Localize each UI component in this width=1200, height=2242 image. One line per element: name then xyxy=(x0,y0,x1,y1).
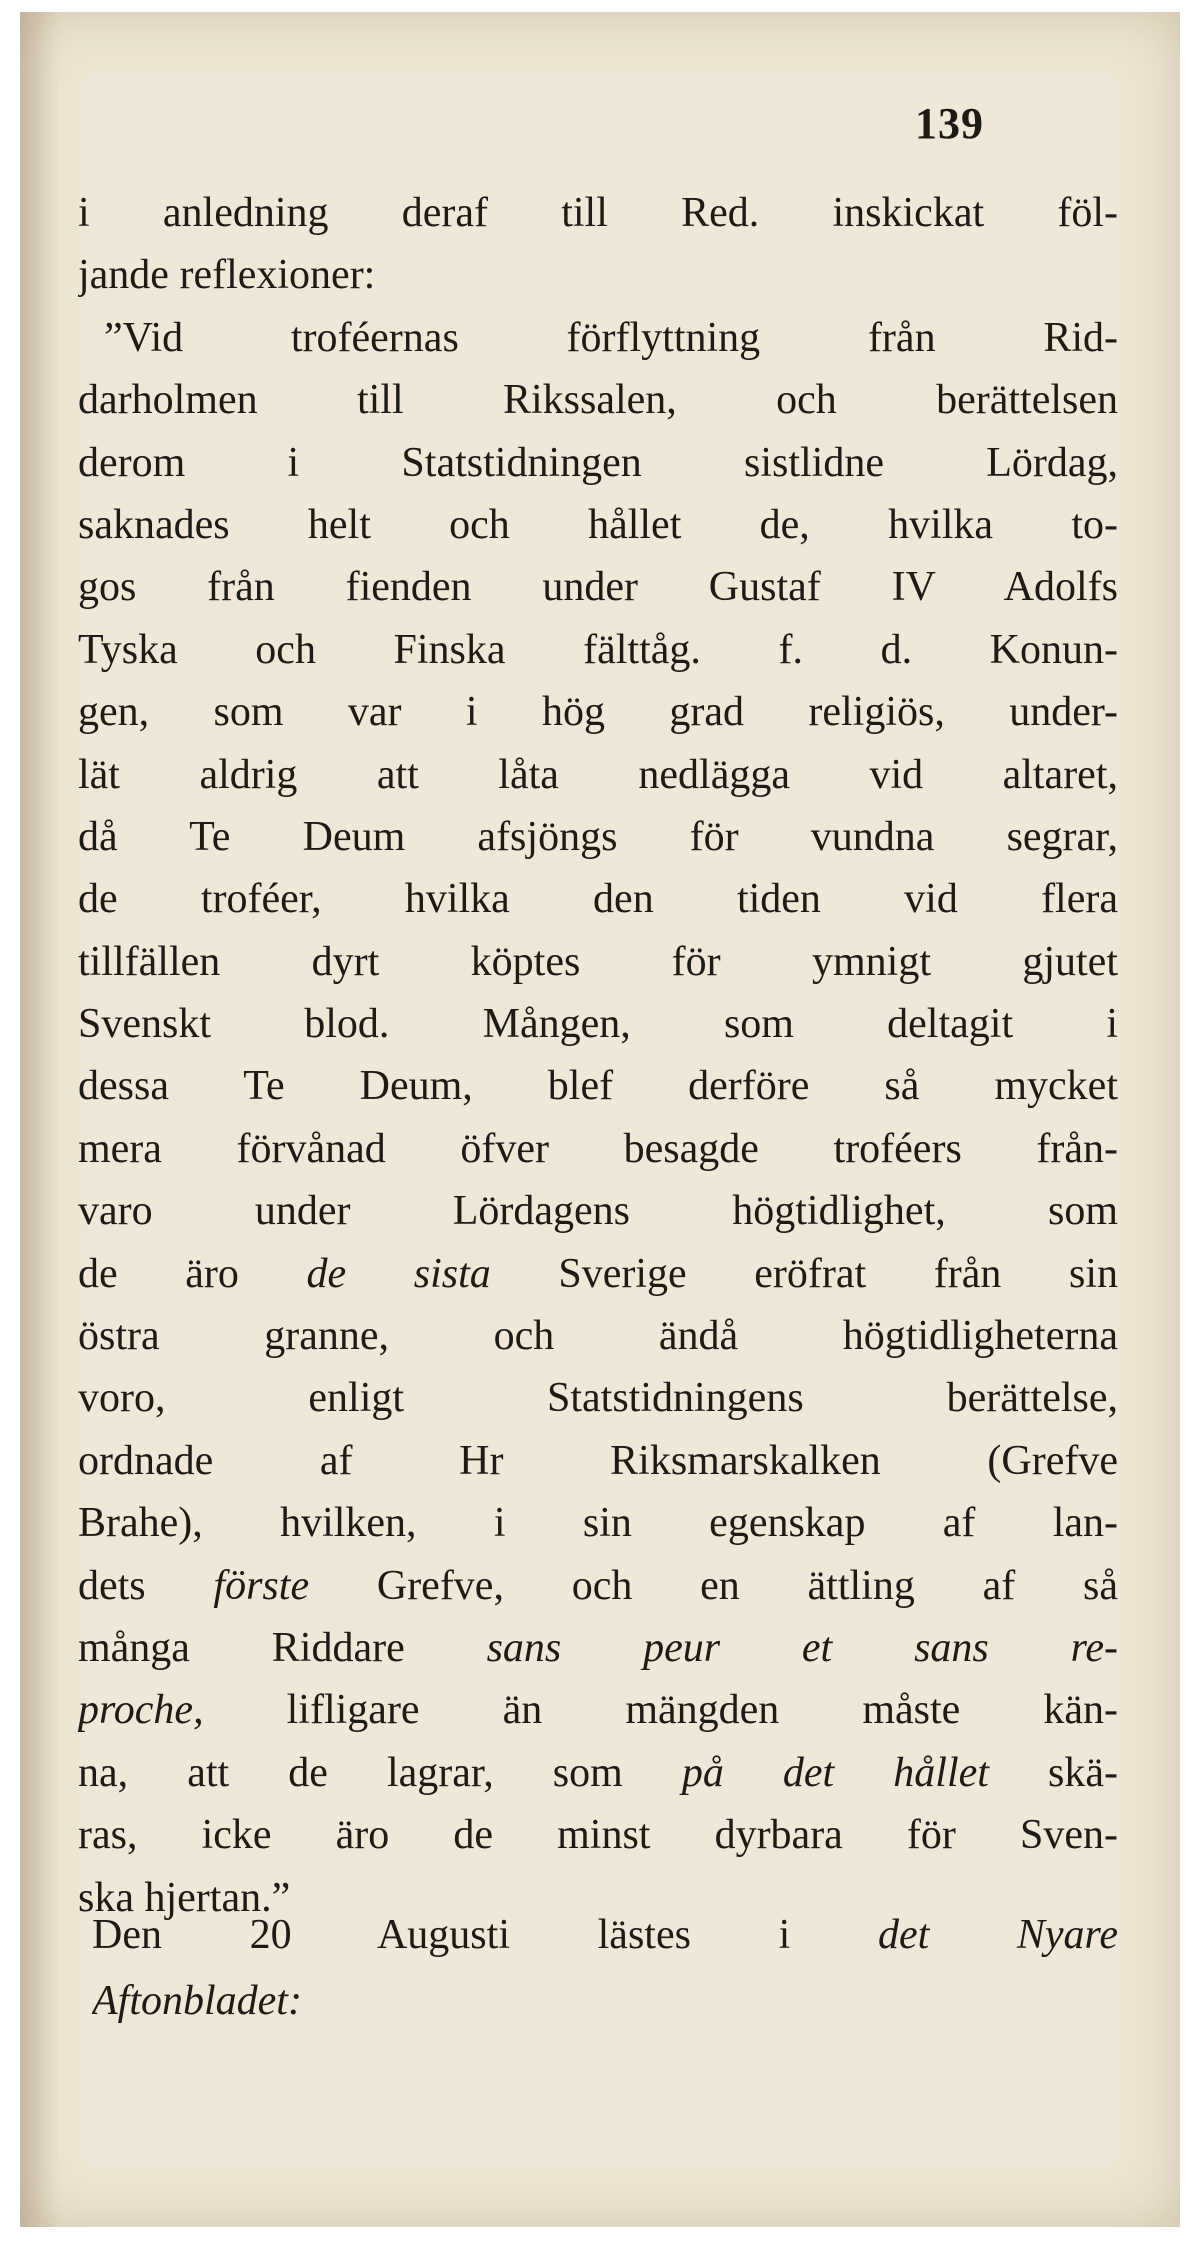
text-line-with-italic: na, att de lagrar, som på det hållet skä- xyxy=(78,1749,1118,1796)
text-line: de troféer, hvilka den tiden vid flera xyxy=(78,876,1118,923)
italic-proche: proche, xyxy=(78,1687,204,1734)
text-line-with-italic: proche, lifligare än mängden måste kän- xyxy=(78,1687,1118,1734)
text-line: i anledning deraf till Red. inskickat föl- xyxy=(78,190,1118,236)
text-line: voro, enligt Statstidningens berättelse, xyxy=(78,1375,1118,1422)
text-line: dessa Te Deum, blef derföre så mycket xyxy=(78,1063,1118,1110)
closing-line-italic: Aftonbladet: xyxy=(92,1978,302,2024)
closing-prefix: Den 20 Augusti lästes i xyxy=(92,1912,878,1958)
text-line: Svenskt blod. Mången, som deltagit i xyxy=(78,1001,1118,1048)
text-line: mera förvånad öfver besagde troféers från- xyxy=(78,1125,1118,1172)
italic-pa-det-hallet: på det hållet xyxy=(681,1749,989,1796)
text-line: varo under Lördagens högtidlighet, som xyxy=(78,1188,1118,1235)
text-line: gen, som var i hög grad religiös, under- xyxy=(78,689,1118,736)
page-number: 139 xyxy=(915,99,984,148)
text-line: Brahe), hvilken, i sin egenskap af lan- xyxy=(78,1500,1118,1547)
text-line: ska hjertan.” xyxy=(78,1874,291,1921)
italic-de-sista: de sista xyxy=(306,1250,491,1297)
closing-paragraph xyxy=(92,1902,1118,2034)
book-page xyxy=(20,12,1180,2227)
body-text xyxy=(78,182,1118,1929)
text-line: tillfällen dyrt köptes för ymnigt gjutet xyxy=(78,938,1118,985)
italic-sans-peur: sans peur et sans re- xyxy=(486,1624,1118,1671)
text-line: ordnade af Hr Riksmarskalken (Grefve xyxy=(78,1437,1118,1484)
text-line-with-italic: dets förste Grefve, och en ättling af så xyxy=(78,1562,1118,1609)
text-line-with-italic: de äro de sista Sverige eröfrat från sin xyxy=(78,1250,1118,1297)
text-line: östra granne, och ändå högtidligheterna xyxy=(78,1313,1118,1360)
text-line: då Te Deum afsjöngs för vundna segrar, xyxy=(78,813,1118,860)
text-line: darholmen till Rikssalen, och berättelsen xyxy=(78,377,1118,424)
text-line: jande reflexioner: xyxy=(78,252,376,299)
text-line: lät aldrig att låta nedlägga vid altaret, xyxy=(78,751,1118,798)
closing-line xyxy=(92,1902,1118,1968)
text-line: ”Vid troféernas förflyttning från Rid- xyxy=(104,314,1118,361)
text-line: ras, icke äro de minst dyrbara för Sven- xyxy=(78,1812,1118,1859)
gutter-shadow xyxy=(20,12,60,2227)
text-line: gos från fienden under Gustaf IV Adolfs xyxy=(78,564,1118,611)
text-line-with-italic: många Riddare sans peur et sans re- xyxy=(78,1624,1118,1671)
italic-det-nyare: det Nyare xyxy=(877,1912,1118,1958)
italic-forste: förste xyxy=(213,1562,310,1609)
text-line: Tyska och Finska fälttåg. f. d. Konun- xyxy=(78,626,1118,673)
text-line: derom i Statstidningen sistlidne Lördag, xyxy=(78,439,1118,486)
text-line: saknades helt och hållet de, hvilka to- xyxy=(78,501,1118,548)
